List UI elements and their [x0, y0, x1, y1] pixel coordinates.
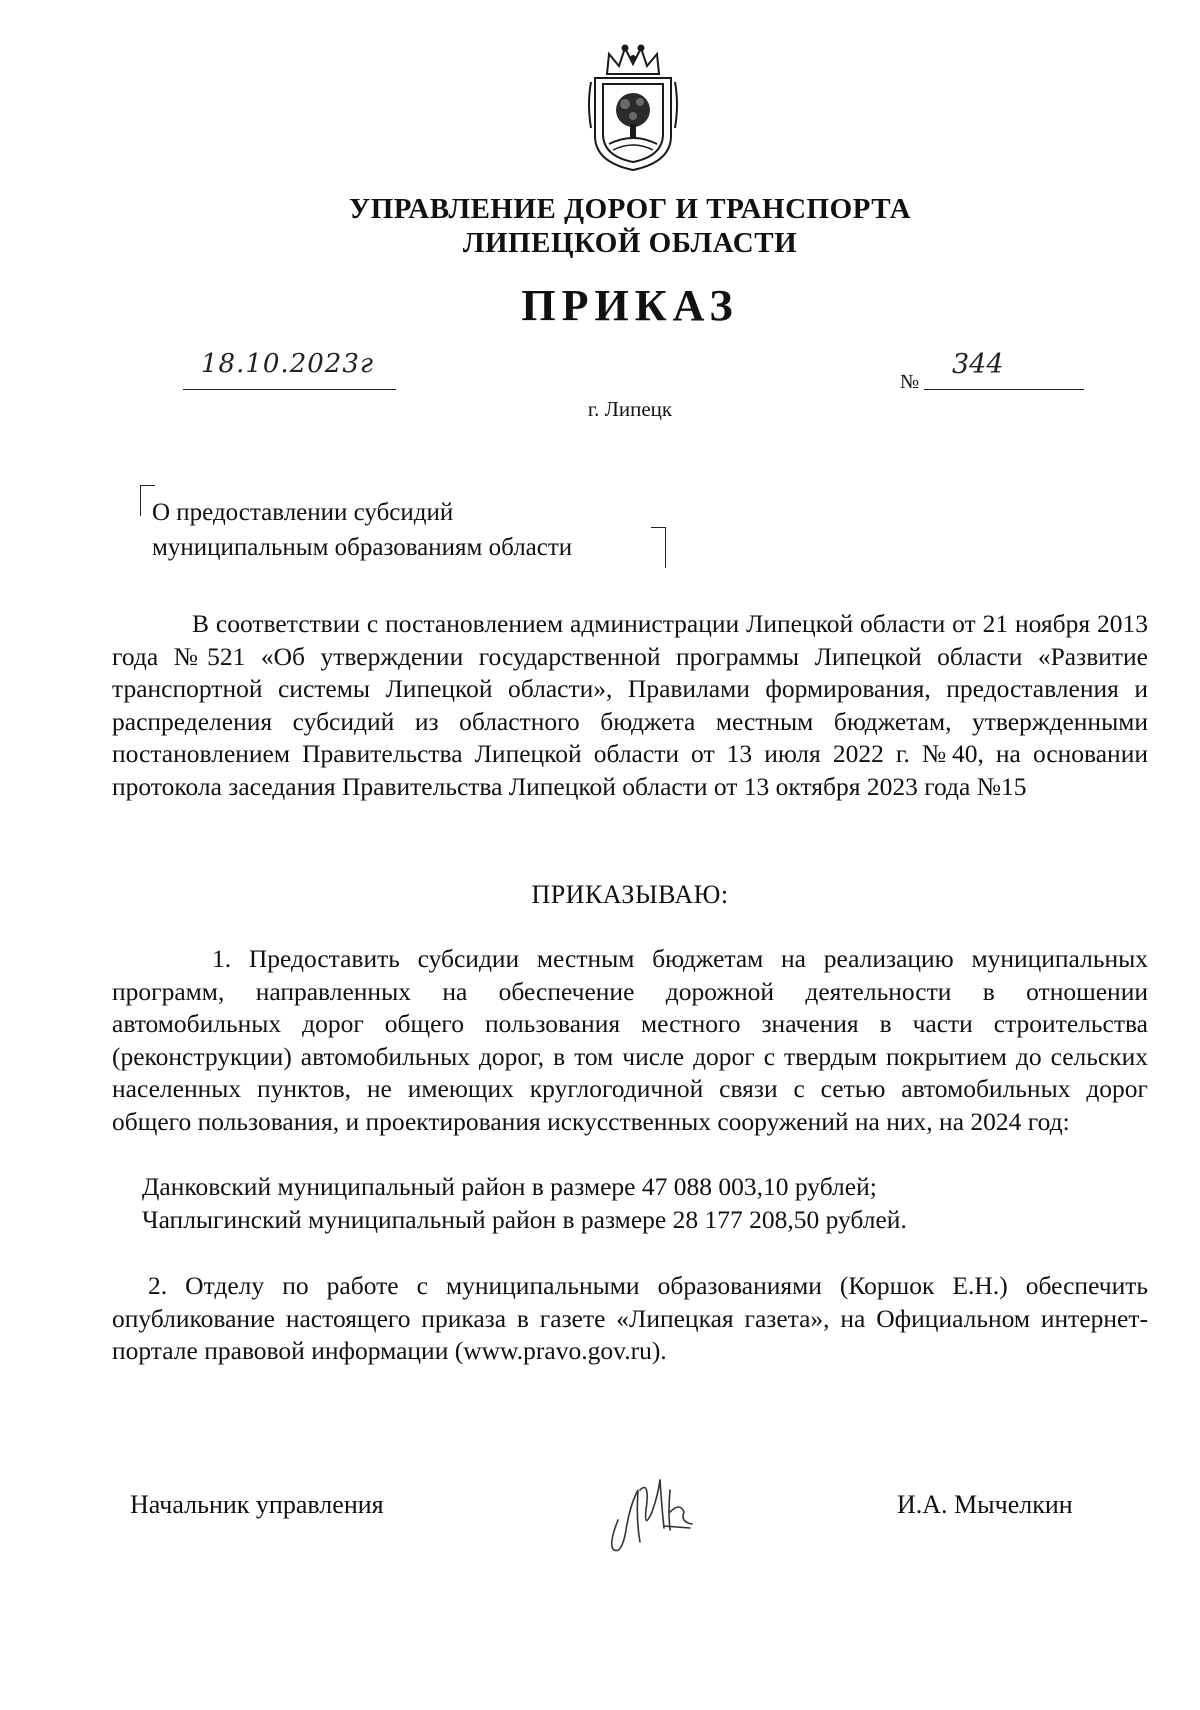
handwritten-number: 344	[952, 349, 1004, 380]
preamble-paragraph: В соответствии с постановлением администрации Липецкой области от 21 ноября 2013 года №521 «Об утверждении государственной программы Липецкой области «Развитие транспортной системы Липецкой области», Правилами формирования, предоставления и распределения субсидий из областного бюджета местным бюджетам, утвержденными постановлением Правительства Липецкой области от 13 июля 2022 г. №40, на основании протокола заседания Правительства Липецкой области от 13 октября 2023 года №15	[112, 609, 1148, 801]
order-item-1: 1. Предоставить субсидии местным бюджетам на реализацию муниципальных программ, направленных на обеспечение дорожной деятельности в отношении автомобильных дорог общего пользования местного значения в части строительства (реконструкции) автомобильных дорог, в том числе дорог с твердым покрытием до сельских населенных пунктов, не имеющих круглогодичной связи с сетью автомобильных дорог общего пользования, и проектирования искусственных сооружений на них, на 2024 год:	[112, 944, 1148, 1136]
subject-line2: муниципальным образованиям области	[152, 534, 573, 561]
city-label: г. Липецк	[587, 397, 673, 421]
document-type-title: ПРИКАЗ	[521, 281, 739, 330]
signatory-position: Начальник управления	[130, 1490, 384, 1519]
organization-name-line2: ЛИПЕЦКОЙ ОБЛАСТИ	[462, 227, 798, 259]
order-heading: ПРИКАЗЫВАЮ:	[531, 880, 729, 909]
order-item-2: 2. Отделу по работе с муниципальными образованиями (Коршок Е.Н.) обеспечить опубликование настоящего приказа в газете «Липецкая газета», на Официальном интернет-портале правовой информации (www.pravo.gov.ru).	[112, 1271, 1148, 1365]
date-field	[183, 351, 396, 390]
coat-of-arms-icon	[585, 44, 681, 172]
allocation-line: Данковский муниципальный район в размере 47 088 003,10 рублей;	[142, 1172, 877, 1201]
number-field	[924, 351, 1084, 390]
allocation-line: Чаплыгинский муниципальный район в размере 28 177 208,50 рублей.	[142, 1205, 907, 1234]
handwritten-date: 18.10.2023г	[201, 349, 375, 379]
signatory-name: И.А. Мычелкин	[897, 1490, 1073, 1519]
number-label: №	[900, 371, 920, 393]
subject-bracket-right	[651, 527, 666, 568]
handwritten-signature	[600, 1450, 710, 1560]
subject-block	[152, 495, 572, 565]
subject-line1: О предоставлении субсидий	[152, 499, 454, 526]
organization-name-line1: УПРАВЛЕНИЕ ДОРОГ И ТРАНСПОРТА	[348, 193, 912, 225]
